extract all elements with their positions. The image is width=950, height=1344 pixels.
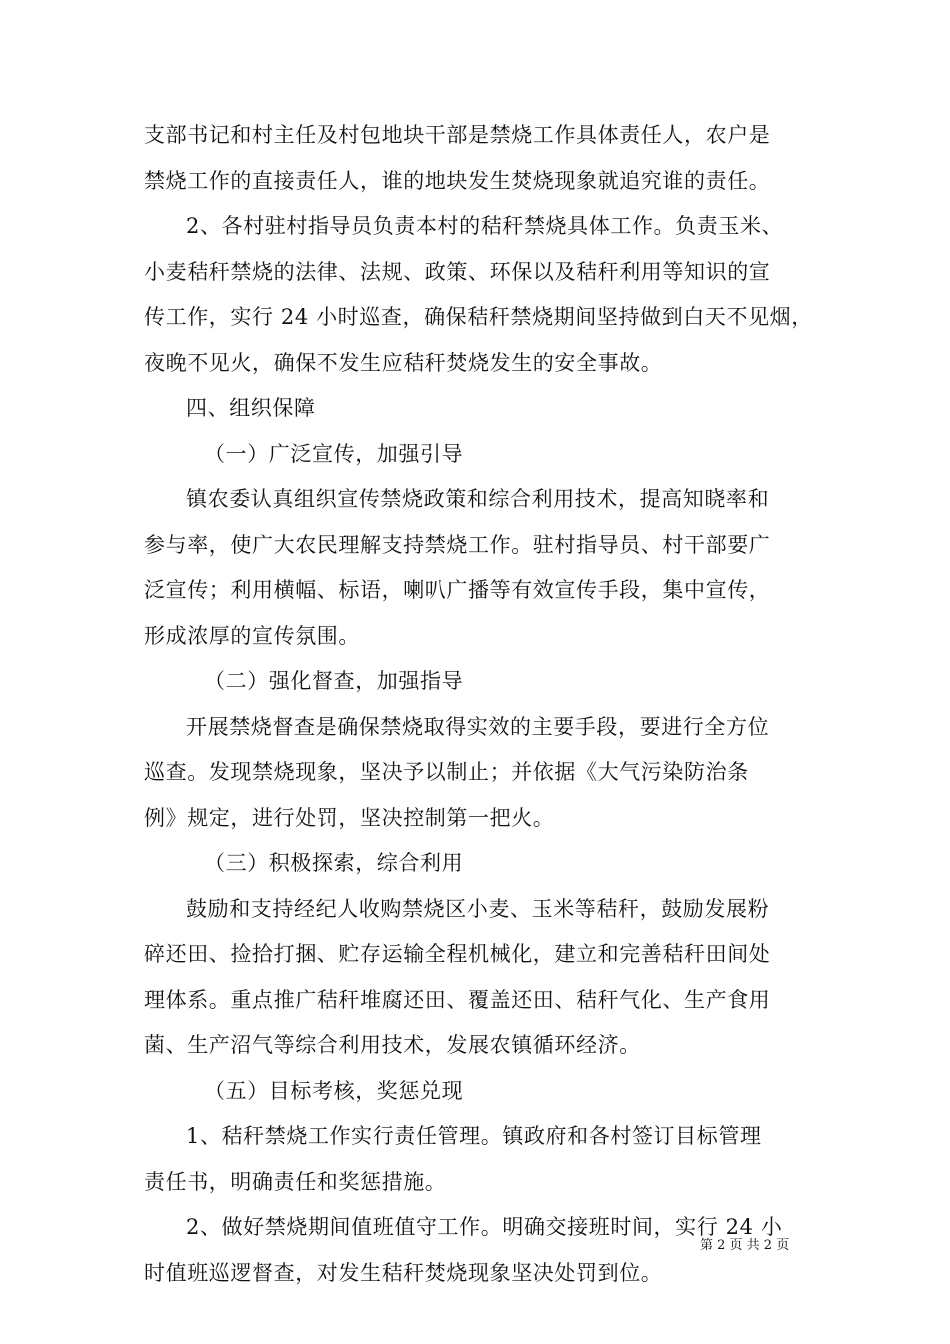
page-number-footer: 第 2 页 共 2 页	[700, 1238, 790, 1253]
body-line: 支部书记和村主任及村包地块干部是禁烧工作具体责任人，农户是	[144, 123, 771, 147]
body-line: 2、做好禁烧期间值班值守工作。明确交接班时间，实行 24 小	[186, 1215, 783, 1239]
subsection-heading: （二）强化督查，加强指导	[204, 669, 464, 693]
body-line: 1、秸秆禁烧工作实行责任管理。镇政府和各村签订目标管理	[186, 1124, 762, 1148]
body-line: 夜晚不见火，确保不发生应秸秆焚烧发生的安全事故。	[144, 350, 663, 375]
body-line: 形成浓厚的宣传氛围。	[144, 623, 360, 648]
body-line: 2、各村驻村指导员负责本村的秸秆禁烧具体工作。负责玉米、	[186, 214, 784, 238]
body-line: 理体系。重点推广秸秆堆腐还田、覆盖还田、秸秆气化、生产食用	[144, 987, 771, 1012]
body-line: 菌、生产沼气等综合利用技术，发展农镇循环经济。	[144, 1033, 641, 1057]
body-line: 传工作，实行 24 小时巡查，确保秸秆禁烧期间坚持做到白天不见烟，	[144, 305, 813, 329]
body-line: 参与率，使广大农民理解支持禁烧工作。驻村指导员、村干部要广	[144, 532, 771, 557]
body-line: 碎还田、捡拾打捆、贮存运输全程机械化，建立和完善秸秆田间处	[144, 942, 771, 966]
body-line: 开展禁烧督查是确保禁烧取得实效的主要手段，要进行全方位	[186, 714, 770, 739]
body-line: 巡查。发现禁烧现象，坚决予以制止；并依据《大气污染防治条	[144, 760, 749, 784]
body-line: 责任书，明确责任和奖惩措施。	[144, 1169, 447, 1194]
subsection-heading: （五）目标考核，奖惩兑现	[204, 1078, 464, 1103]
section-heading: 四、组织保障	[186, 396, 316, 420]
body-line: 鼓励和支持经纪人收购禁烧区小麦、玉米等秸秆，鼓励发展粉	[186, 896, 770, 921]
body-line: 小麦秸秆禁烧的法律、法规、政策、环保以及秸秆利用等知识的宣	[144, 259, 771, 284]
body-line: 泛宣传；利用横幅、标语，喇叭广播等有效宣传手段，集中宣传，	[144, 578, 771, 602]
body-line: 镇农委认真组织宣传禁烧政策和综合利用技术，提高知晓率和	[186, 487, 770, 511]
body-line: 时值班巡逻督查，对发生秸秆焚烧现象坚决处罚到位。	[144, 1260, 663, 1285]
body-line: 例》规定，进行处罚，坚决控制第一把火。	[144, 805, 555, 830]
subsection-heading: （三）积极探索，综合利用	[204, 851, 464, 875]
document-body	[144, 113, 819, 1296]
subsection-heading: （一）广泛宣传，加强引导	[204, 441, 464, 466]
body-line: 禁烧工作的直接责任人，谁的地块发生焚烧现象就追究谁的责任。	[144, 168, 771, 193]
